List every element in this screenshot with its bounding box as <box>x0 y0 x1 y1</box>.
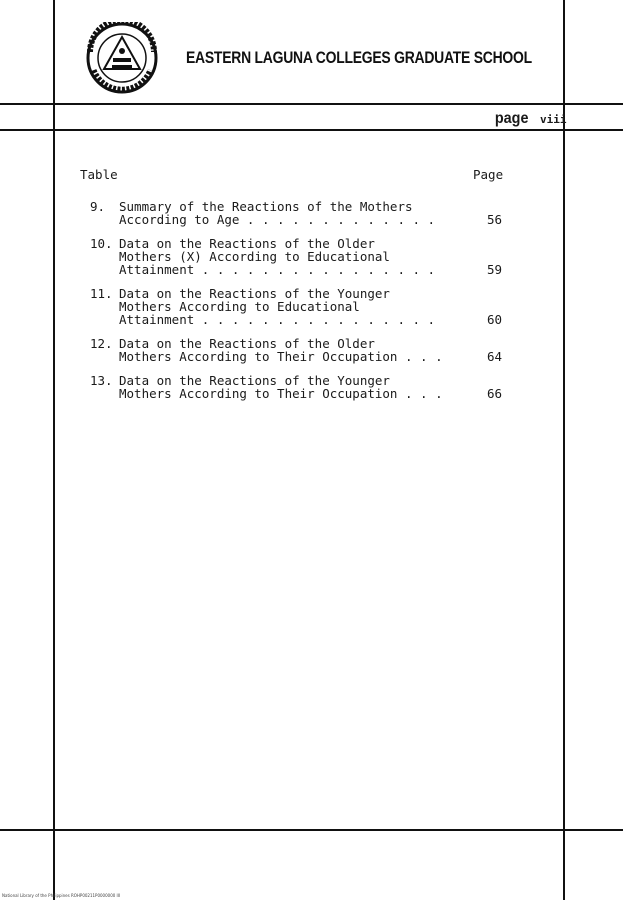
toc-entry-title <box>119 374 459 400</box>
toc-entry-title <box>119 200 459 226</box>
toc-entry-title <box>119 237 459 276</box>
toc-entry-number: 10. <box>90 236 113 251</box>
school-name: EASTERN LAGUNA COLLEGES GRADUATE SCHOOL <box>186 48 532 67</box>
toc-entry-number: 9. <box>90 199 106 214</box>
footer-rule <box>0 829 623 831</box>
toc-entry-title-line: Mothers According to Their Occupation . . . <box>119 349 443 364</box>
toc-entry-title-line: Data on the Reactions of the Older <box>119 336 375 351</box>
page-indicator <box>493 108 566 128</box>
toc-entry-title-line: Data on the Reactions of the Younger <box>119 286 390 301</box>
toc-entry-number: 12. <box>90 336 113 351</box>
toc-entry-title-line: Mothers (X) According to Educational <box>119 249 390 264</box>
toc-entry-title-line: Attainment . . . . . . . . . . . . . . . . <box>119 312 436 327</box>
toc-entry-title <box>119 337 459 363</box>
right-margin-line <box>563 0 565 900</box>
toc-entry-page: 66 <box>487 386 503 401</box>
college-seal-icon <box>86 22 158 94</box>
toc-entry <box>90 237 520 276</box>
toc-entry-title-line: Attainment . . . . . . . . . . . . . . . . <box>119 262 436 277</box>
toc-entry-number: 11. <box>90 286 113 301</box>
table-column-heading: Table <box>80 167 118 182</box>
toc-entry-title-line: Data on the Reactions of the Older <box>119 236 375 251</box>
toc-entry-page: 59 <box>487 262 503 277</box>
page-word: page <box>494 110 529 127</box>
table-of-contents-list <box>90 200 520 411</box>
toc-entry <box>90 200 520 226</box>
toc-entry-page: 64 <box>487 349 503 364</box>
toc-entry <box>90 287 520 326</box>
toc-entry-title-line: Data on the Reactions of the Younger <box>119 373 390 388</box>
header-rule-bottom <box>0 129 623 131</box>
header-rule-top <box>0 103 623 105</box>
toc-entry-number: 13. <box>90 373 113 388</box>
archive-note: National Library of the Philippines ROHP00211P0000000 III <box>2 893 121 898</box>
toc-entry <box>90 337 520 363</box>
page-column-heading: Page <box>473 167 504 182</box>
toc-entry-title-line: Mothers According to Educational <box>119 299 360 314</box>
toc-entry-title <box>119 287 459 326</box>
toc-entry-page: 60 <box>487 312 503 327</box>
left-margin-line <box>53 0 55 900</box>
toc-entry-title-line: Mothers According to Their Occupation . . . <box>119 386 443 401</box>
page-number: viii <box>539 113 567 126</box>
toc-entry-page: 56 <box>487 212 503 227</box>
toc-entry-title-line: According to Age . . . . . . . . . . . . . <box>119 212 436 227</box>
toc-entry <box>90 374 520 400</box>
toc-entry-title-line: Summary of the Reactions of the Mothers <box>119 199 413 214</box>
